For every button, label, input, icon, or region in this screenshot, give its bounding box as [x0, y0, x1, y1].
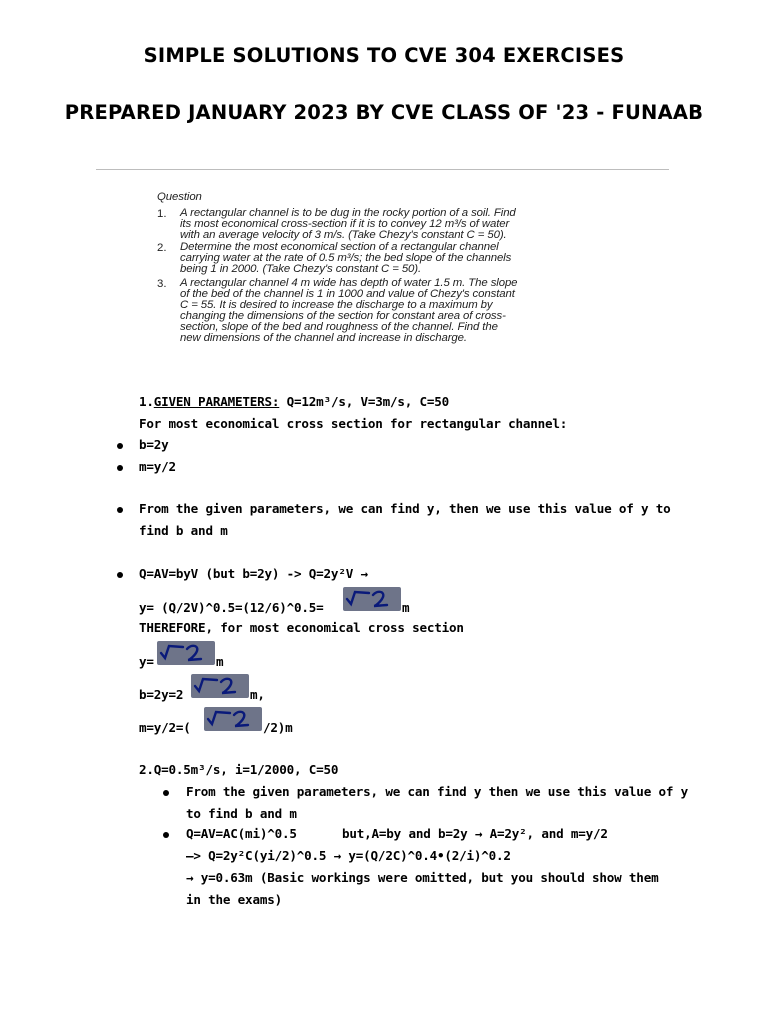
solution-2-eq-1b: but,A=by and b=2y → A=2y², and m=y/2 — [342, 826, 608, 841]
bullet — [117, 465, 123, 471]
y-result-unit: m — [216, 654, 224, 669]
bullet — [163, 790, 169, 796]
question-3-line-1: A rectangular channel 4 m wide has depth of water 1.5 m. The slope — [180, 277, 518, 289]
question-3-number: 3. — [157, 278, 167, 290]
handwritten-sqrt2-image — [157, 641, 215, 665]
economical-section-intro: For most economical cross section for rectangular channel: — [139, 416, 568, 431]
question-2-line-1: Determine the most economical section of a rectangular channel — [180, 241, 499, 253]
question-3-line-3: C = 55. It is desired to increase the discharge to a maximum by — [180, 299, 493, 311]
question-2-line-3: being 1 in 2000. (Take Chezy's constant C = 50). — [180, 263, 422, 275]
handwritten-sqrt2-image — [191, 674, 249, 698]
bullet — [117, 572, 123, 578]
equation-y-unit: m — [402, 600, 410, 615]
given-parameters-label: GIVEN PARAMETERS: — [153, 394, 280, 409]
handwritten-sqrt2-image — [204, 707, 262, 731]
m-result-unit: /2)m — [263, 720, 293, 735]
document-subtitle: PREPARED JANUARY 2023 BY CVE CLASS OF '23 - FUNAAB — [64, 101, 704, 124]
question-1-number: 1. — [157, 208, 167, 220]
equation-q-av: Q=AV=byV (but b=2y) -> Q=2y²V → — [139, 566, 368, 581]
solution-2-approach-2: to find b and m — [186, 806, 297, 821]
solution-2-eq-3: → y=0.63m (Basic workings were omitted, but you should show them — [186, 870, 659, 885]
therefore-line: THEREFORE, for most economical cross section — [139, 620, 464, 635]
question-1-line-2: its most economical cross-section if it is to convey 12 m³/s of water — [180, 218, 510, 230]
question-1-line-1: A rectangular channel is to be dug in the rocky portion of a soil. Find — [180, 207, 516, 219]
m-result-label: m=y/2=( — [139, 720, 191, 735]
question-1-line-3: with an average velocity of 3 m/s. (Take Chezy's constant C = 50). — [180, 229, 507, 241]
solution-2-eq-1a: Q=AV=AC(mi)^0.5 — [186, 826, 297, 841]
document-title: SIMPLE SOLUTIONS TO CVE 304 EXERCISES — [143, 44, 625, 67]
question-3-line-6: new dimensions of the channel and increase in discharge. — [180, 332, 467, 344]
question-3-line-4: changing the dimensions of the section for constant area of cross- — [180, 310, 506, 322]
solution-2-eq-4: in the exams) — [186, 892, 282, 907]
y-result-label: y= — [139, 654, 154, 669]
handwritten-sqrt2-image — [343, 587, 401, 611]
solution-2-eq-2: —> Q=2y²C(yi/2)^0.5 → y=(Q/2C)^0.4•(2/i)^0.2 — [186, 848, 511, 863]
approach-line-2: find b and m — [139, 523, 228, 538]
header-divider — [96, 169, 669, 170]
bullet — [117, 507, 123, 513]
equation-y-value: y= (Q/2V)^0.5=(12/6)^0.5= — [139, 600, 324, 615]
b-rule: b=2y — [139, 437, 169, 452]
bullet — [163, 832, 169, 838]
b-result-unit: m, — [250, 687, 265, 702]
bullet — [117, 443, 123, 449]
question-3-line-2: of the bed of the channel is 1 in 1000 and value of Chezy's constant — [180, 288, 515, 300]
solution-1-given — [139, 394, 449, 409]
question-3-line-5: section, slope of the bed and roughness of the channel. Find the — [180, 321, 498, 333]
m-rule: m=y/2 — [139, 459, 176, 474]
solution-2-approach-1: From the given parameters, we can find y then we use this value of y — [186, 784, 688, 799]
question-2-line-2: carrying water at the rate of 0.5 m³/s; the bed slope of the channels — [180, 252, 512, 264]
question-2-number: 2. — [157, 242, 167, 254]
question-heading: Question — [157, 191, 202, 203]
approach-line-1: From the given parameters, we can find y, then we use this value of y to — [139, 501, 671, 516]
solution-1-number: 1. — [139, 394, 154, 409]
solution-2-heading: 2.Q=0.5m³/s, i=1/2000, C=50 — [139, 762, 339, 777]
given-parameters-values: Q=12m³/s, V=3m/s, C=50 — [279, 394, 450, 409]
b-result-label: b=2y=2 — [139, 687, 184, 702]
